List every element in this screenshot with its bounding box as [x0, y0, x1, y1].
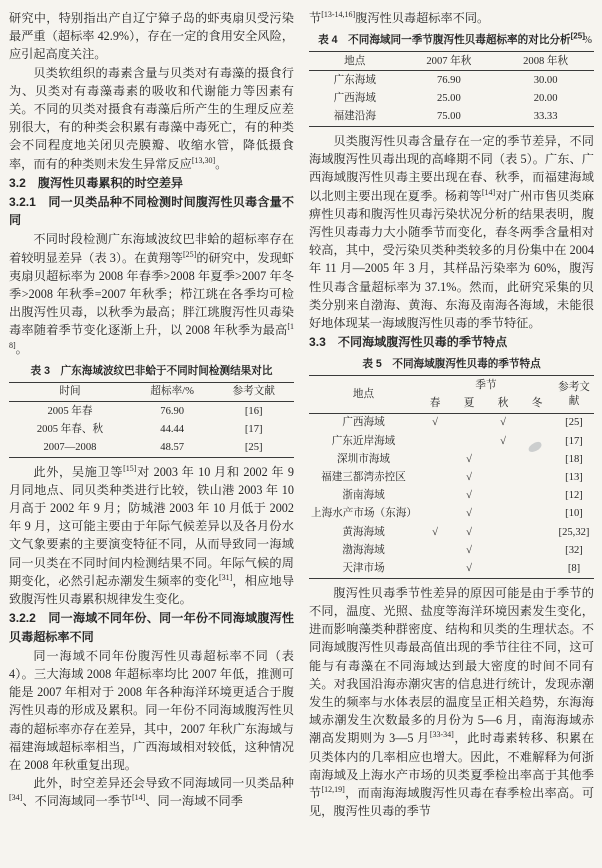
cell-spring: [418, 450, 452, 468]
cell-summer: √: [466, 526, 472, 538]
cell-summer: [452, 432, 486, 450]
table-row: [309, 90, 594, 108]
table-5-header-autumn: 秋: [486, 395, 520, 414]
table-5-header-season: 季节: [475, 379, 497, 391]
table-row: [9, 438, 294, 457]
cell-place: 福建三都湾赤控区: [321, 471, 406, 483]
cell-summer: √: [466, 562, 472, 574]
table-4: [309, 33, 594, 127]
paragraph-continuation: 节[13-14,16]腹泻性贝毒超标率不同。: [309, 9, 490, 25]
cell-spring: [418, 559, 452, 578]
table-5-header-summer: 夏: [452, 395, 486, 414]
section-heading-3-2: 3.2 腹泻性贝毒累积的时空差异: [9, 175, 184, 190]
cell-winter: [520, 541, 554, 559]
table-5-title: 表 5 不同海域腹泻性贝毒的季节特点: [362, 358, 541, 371]
table-row: [309, 559, 594, 578]
table-row: [9, 402, 294, 421]
table-4-title-text: 表 4 不同海域同一季节腹泻性贝毒超标率的对比分析: [318, 34, 571, 47]
cell-summer: √: [466, 490, 472, 502]
cell-spring: √: [432, 526, 438, 538]
cell-autumn: √: [500, 435, 506, 447]
cell-winter: [520, 413, 554, 432]
cell-place: 广西海域: [333, 93, 376, 105]
cell-autumn: √: [500, 417, 506, 429]
paragraph: 同一海域不同年份腹泻性贝毒超标率不同（表4）。三大海域 2008 年超标率均比 2007 年低，推测可能是 2007 年相对于 2008 年各种海洋环境更适合于腹泻性贝毒的形成及累积。同一年份不同海域腹泻性贝毒的超标率亦存在差异，其中，2007 年秋广东海域与福建海域超标率相当，广西海域相对较低，这种情况在 2008 年秋重复出现。: [9, 648, 294, 772]
cell-autumn: [486, 468, 520, 486]
cell-spring: [418, 487, 452, 505]
cell-spring: [418, 505, 452, 523]
cell-autumn: [486, 487, 520, 505]
table-5: [309, 357, 594, 578]
cell-time: 2005 年春、秋: [36, 423, 104, 435]
cell-ref: [25,32]: [558, 526, 590, 538]
table-4-unit: %: [583, 35, 592, 47]
cell-winter: [520, 523, 554, 541]
cell-rate: 76.90: [160, 405, 185, 417]
table-4-grid: [309, 51, 594, 127]
table-5-header-spring: 春: [418, 395, 452, 414]
cell-ref: [17]: [244, 423, 263, 435]
table-3-header-time: 时间: [9, 382, 131, 401]
table-row: [309, 523, 594, 541]
cell-rate: 48.57: [160, 441, 185, 453]
table-row: [309, 413, 594, 432]
cell-place: 渤海海域: [342, 544, 385, 556]
table-4-header-place: 地点: [309, 52, 401, 71]
cell-autumn: [486, 523, 520, 541]
cell-place: 福建沿海: [333, 111, 376, 123]
section-heading-3-2-2: 3.2.2 同一海域不同年份、同一年份不同海域腹泻性贝毒超标率不同: [9, 611, 294, 644]
cell-summer: √: [466, 544, 472, 556]
cell-autumn: [486, 505, 520, 523]
cell-spring: √: [432, 417, 438, 429]
cell-winter: [520, 450, 554, 468]
cell-time: 2005 年春: [47, 405, 93, 417]
cell-summer: √: [466, 508, 472, 520]
cell-place: 黄海海域: [342, 526, 385, 538]
table-3-title: 表 3 广东海域波纹巴非蛤于不同时间检测结果对比: [30, 364, 273, 377]
table-4-title: [309, 33, 594, 47]
cell-autumn: [486, 559, 520, 578]
right-column: [309, 9, 594, 820]
cell-ref: [17]: [565, 435, 583, 447]
section-heading-3-3: 3.3 不同海域腹泻性贝毒的季节特点: [309, 335, 508, 350]
paragraph: 不同时段检测广东海域波纹巴非蛤的超标率存在着较明显差异（表 3）。在黄翔等[25]的研究中，发现虾夷扇贝超标率为 2008 年春季>2008 年夏季>2007 年冬季>2008 年秋季=2007 年秋季；栉江珧在各季均可检出腹泻性贝毒，以秋季为最高；胖江珧腹泻性贝毒染毒率随着季节变化逐渐上升，以 2008 年秋季为最高[18]。: [9, 232, 294, 356]
cell-ref: [12]: [565, 490, 583, 502]
cell-place: 上海水产市场（东海）: [311, 508, 417, 520]
table-3-grid: [9, 382, 294, 458]
table-row: [309, 541, 594, 559]
paragraph-continuation: 研究中，特别指出产自辽宁獐子岛的虾夷扇贝受污染最严重（超标率 42.9%），存在一定的食用安全风险，应引起高度关注。: [9, 11, 294, 62]
table-row: [309, 450, 594, 468]
cell-autumn: [486, 541, 520, 559]
paragraph: 贝类腹泻性贝毒含量存在一定的季节差异，不同海域腹泻性贝毒出现的高峰期不同（表 5）。广东、广西海域腹泻性贝毒主要出现在春、秋季，而福建海域以北则主要出现在夏季。杨莉等[14]对广州市售贝类麻痹性贝毒和腹泻性贝毒污染状况分析的结果表明，腹泻性贝毒毒力大小随季节而变化，春冬两季含量相对较高，其中，受污染贝类种类较多的月份集中在 2004 年 11 月—2005 年 3 月，其样品污染率为 60%，腹泻性贝毒含量超标率为 37.1%。然而，此研究采集的贝类分别来自渤海、黄海、东海及南海各海域，未能很好地体现某一海域腹泻性贝毒的季节特征。: [309, 134, 594, 331]
cell-spring: [418, 468, 452, 486]
table-4-header-2007: 2007 年秋: [401, 52, 498, 71]
cell-place: 广东近岸海域: [331, 435, 396, 447]
left-column: [9, 9, 294, 820]
cell-2007: 75.00: [436, 111, 461, 123]
table-row: [309, 487, 594, 505]
cell-place: 广东海域: [333, 74, 376, 86]
cell-autumn: [486, 450, 520, 468]
cell-summer: [452, 413, 486, 432]
cell-ref: [25]: [244, 441, 263, 453]
cell-ref: [10]: [565, 508, 583, 520]
cell-winter: [520, 559, 554, 578]
table-5-grid: [309, 375, 594, 578]
cell-summer: √: [466, 453, 472, 465]
table-5-header-ref: 参考文献: [554, 376, 594, 413]
cell-place: 浙南海域: [342, 490, 385, 502]
paragraph: 腹泻性贝毒季节性差异的原因可能是由于季节的不同，温度、光照、盐度等海洋环境因素发生变化，进而影响藻类种群密度、结构和贝类的生理状态。不同海域腹泻性贝毒最高值出现的季节往往不同，这可能与有毒藻在不同海域达到最大密度的时间不同有关。对我国沿海赤潮灾害的信息进行统计，发现赤潮发生的频率与水体表层的温度呈正相关趋势，东海海域赤潮发生次数最多的月份为 5—6 月，南海海域赤潮高发期则为 3—5 月[33-34]，此时毒素转移、积累在贝类体内的几率相应也增大。因此，不难解释为何浙南海域及上海水产市场的贝类夏季检出率高于其他季节[12,19]，而南海海域腹泻性贝毒在春季检出率高。可见，腹泻性贝毒的季节: [309, 585, 594, 819]
cell-place: 天津市场: [342, 562, 385, 574]
table-row: [309, 108, 594, 127]
cell-winter: [520, 468, 554, 486]
cell-2008: 30.00: [533, 74, 558, 86]
table-4-header-2008: 2008 年秋: [497, 52, 594, 71]
table-3-header-ref: 参考文献: [213, 382, 294, 401]
paragraph: 此外，吴施卫等[15]对 2003 年 10 月和 2002 年 9 月同地点、同贝类种类进行比较，铁山港 2003 年 10 月高于 2002 年 9 月；防城港 2003 年 10 月低于 2002 年 9 月，这可能主要由于年际气候差异以及各月份水文气象要素的主要演变特征不同，从而导致同一海域同一贝类在不同时间内检测结果不同。年际气候的周期变化，必然引起赤潮发生频率的变化[31]，相应地导致腹泻性贝毒累积规律发生变化。: [9, 463, 294, 607]
table-4-title-citation: [25]: [570, 31, 585, 41]
cell-place: 广西海域: [342, 417, 385, 429]
cell-winter: [520, 505, 554, 523]
table-5-header-winter: 冬: [520, 395, 554, 414]
table-row: [309, 468, 594, 486]
cell-spring: [418, 432, 452, 450]
cell-2008: 20.00: [533, 93, 558, 105]
table-3-header-rate: 超标率/%: [131, 382, 214, 401]
cell-place: 深圳市海域: [337, 453, 390, 465]
cell-ref: [18]: [565, 453, 583, 465]
table-5-header-place: 地点: [309, 376, 418, 413]
paragraph: 贝类软组织的毒素含量与贝类对有毒藻的摄食行为、贝类对有毒藻毒素的吸收和代谢能力等因素有关。不同的贝类对摄食有毒藻后所产生的生理反应差别很大，有的种类会积累有毒藻中毒死亡，有的种类会不同程度地关闭贝壳膜瓣、收缩水管，降低摄食率，而有的种类则未发生异常反应[13,30]。: [9, 65, 294, 171]
paragraph: 此外，时空差异还会导致不同海域同一贝类品种[34]、不同海域同一季节[14]、同一海域不同季: [9, 776, 294, 809]
cell-ref: [8]: [567, 562, 581, 574]
section-heading-3-2-1: 3.2.1 同一贝类品种不同检测时间腹泻性贝毒含量不同: [9, 195, 294, 228]
cell-2007: 76.90: [436, 74, 461, 86]
table-row: [9, 420, 294, 438]
cell-time: 2007—2008: [43, 441, 97, 453]
cell-ref: [13]: [565, 471, 583, 483]
cell-ref: [32]: [565, 544, 583, 556]
cell-winter: [520, 487, 554, 505]
cell-summer: √: [466, 471, 472, 483]
table-3: [9, 364, 294, 458]
cell-spring: [418, 541, 452, 559]
cell-ref: [25]: [565, 417, 583, 429]
cell-rate: 44.44: [160, 423, 185, 435]
table-row: [309, 432, 594, 450]
cell-ref: [16]: [244, 405, 263, 417]
cell-2007: 25.00: [436, 93, 461, 105]
cell-2008: 33.33: [533, 111, 558, 123]
table-row: [309, 71, 594, 90]
table-row: [309, 505, 594, 523]
